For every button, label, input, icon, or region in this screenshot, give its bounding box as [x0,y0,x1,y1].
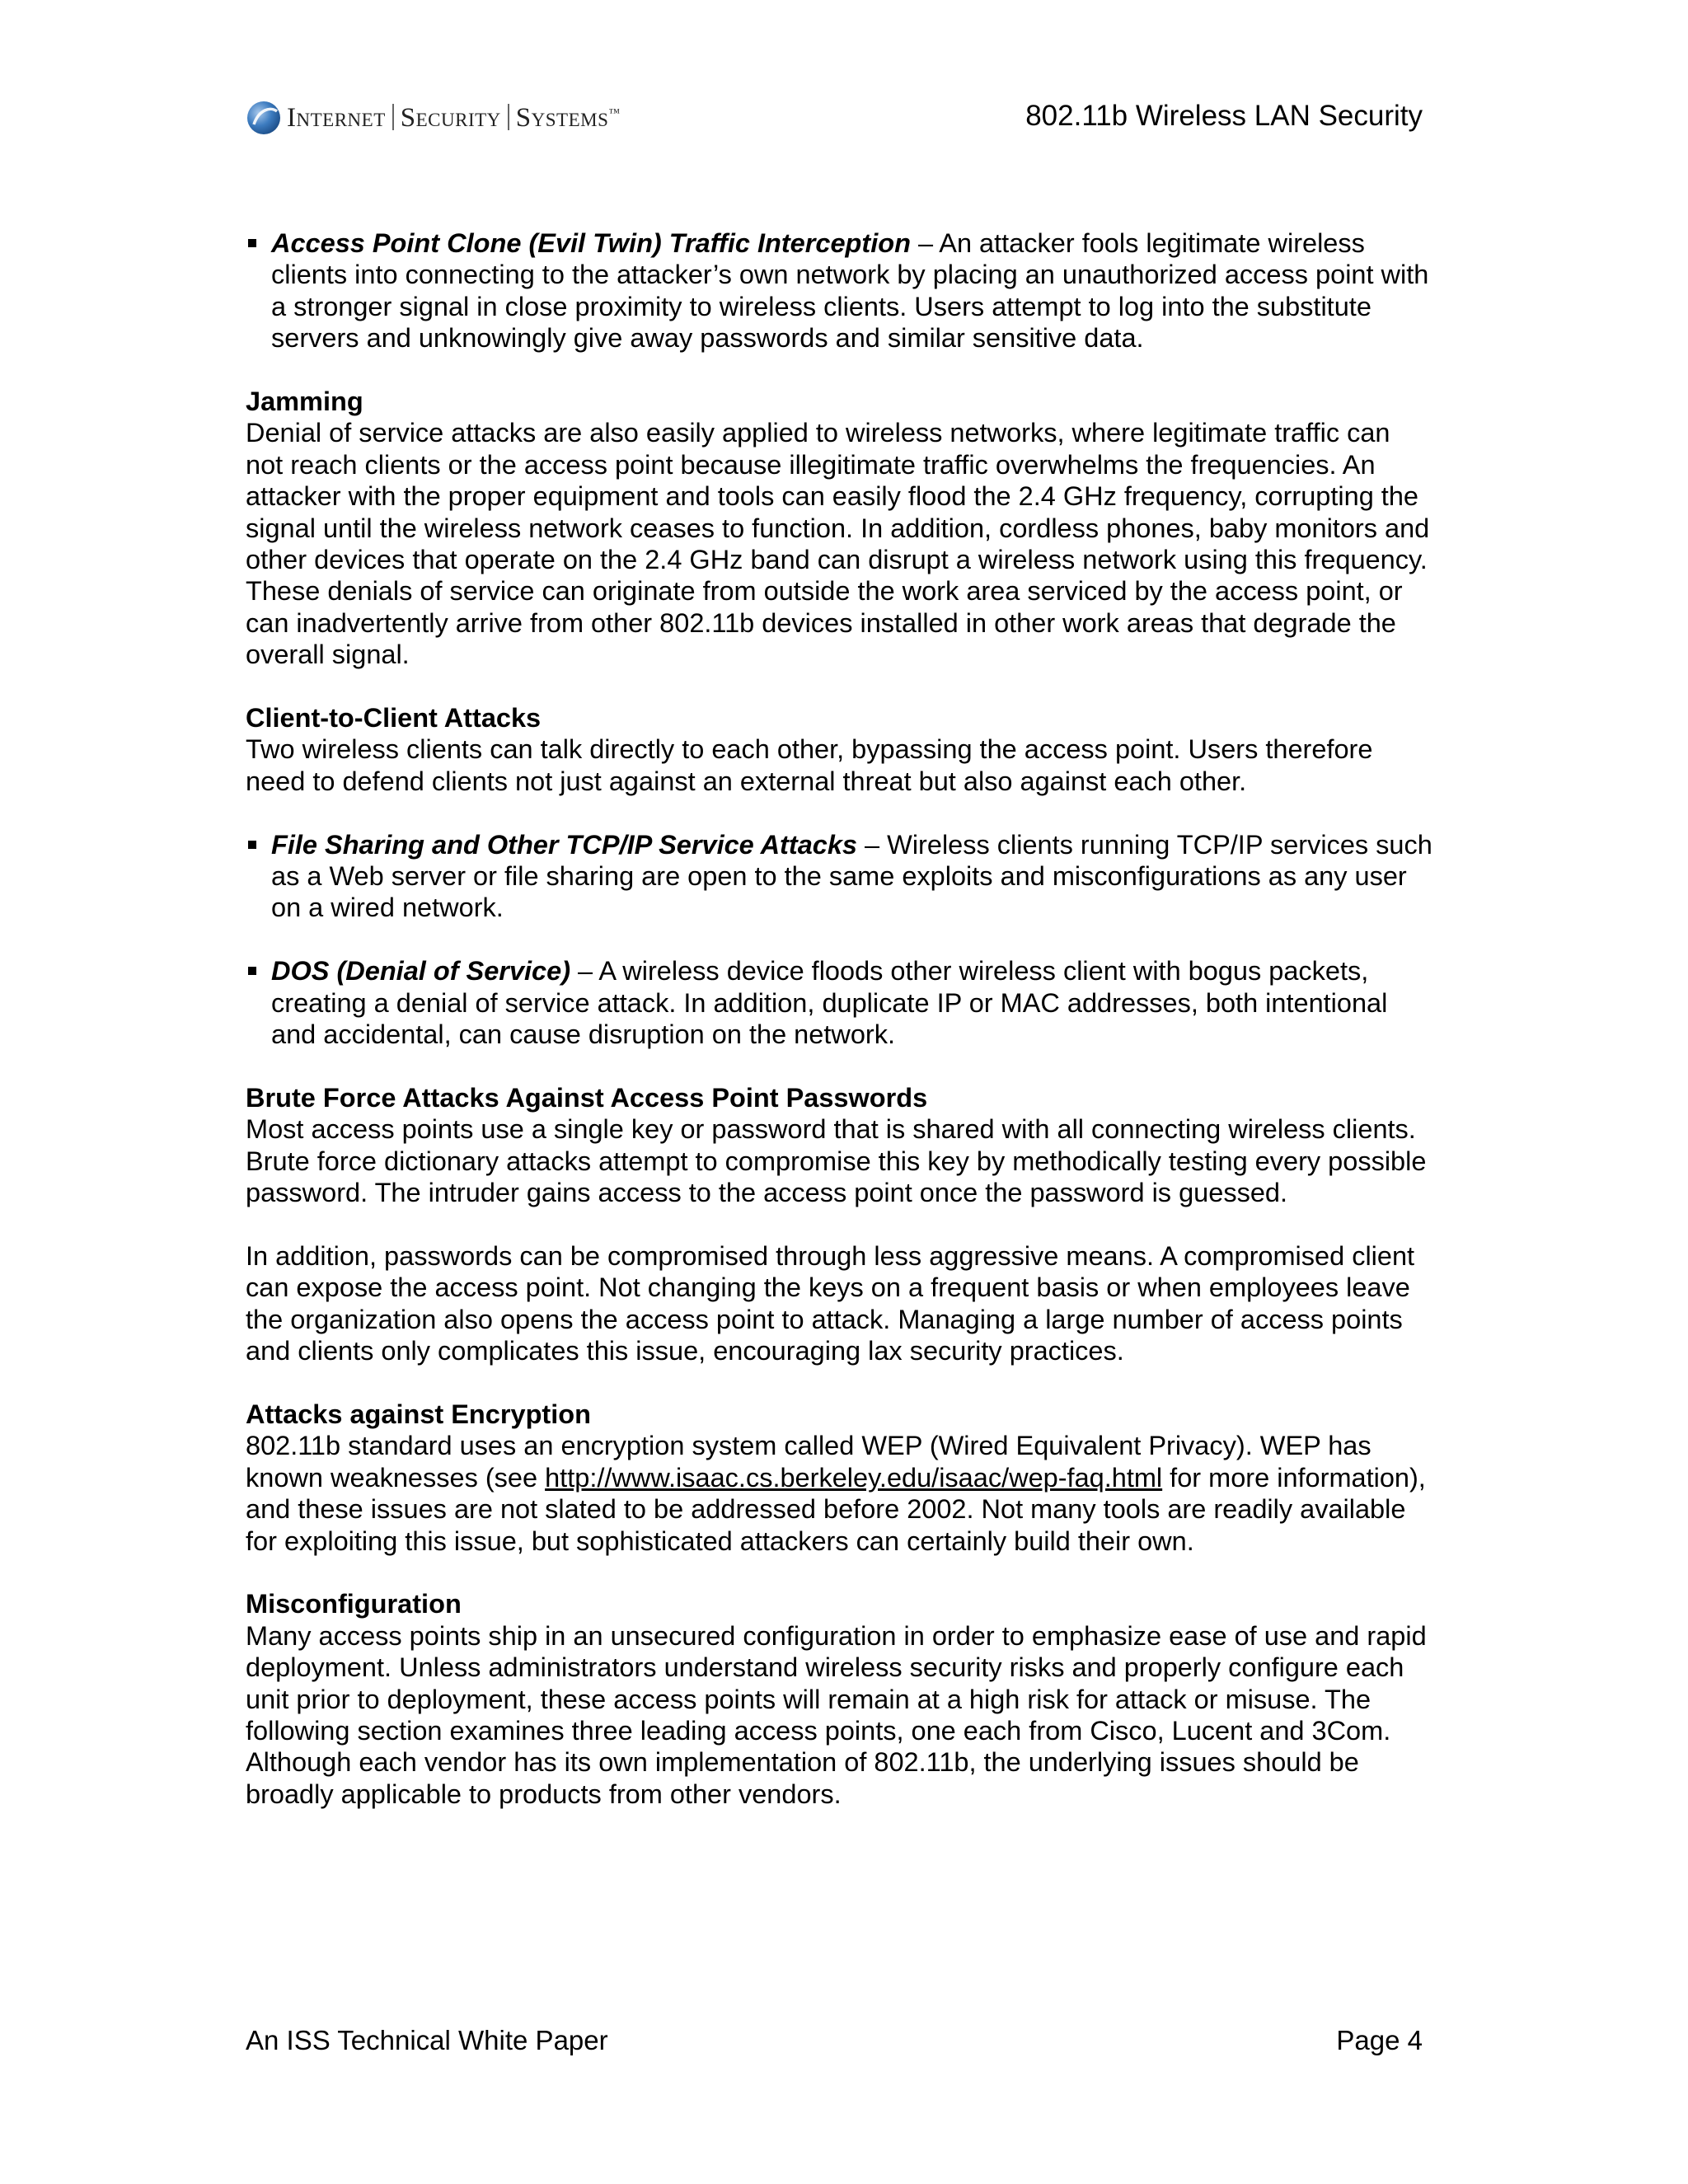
footer-doc-type: An ISS Technical White Paper [246,2025,608,2055]
iss-logo [246,97,621,138]
bullet-text: – A wireless device floods other wireless client with bogus packets, creating a denial of service attack. In addition, duplicate IP or MAC addresses, both intentional and accidental, can cause disruption on the network. [271,956,1388,1050]
bullet-evil-twin [246,227,1432,354]
bullet-text: – Wireless clients running TCP/IP services such as a Web server or file sharing are open to the same exploits and misconfigurations as any user on a wired network. [271,829,1432,923]
bullet-lead: File Sharing and Other TCP/IP Service Attacks [271,829,858,860]
paragraph-brute-force-2: In addition, passwords can be compromised through less aggressive means. A compromised client can expose the access point. Not changing the keys on a frequent basis or when employees leave the organization also opens the access point to attack. Managing a large number of access points and clients only complicates this issue, encouraging lax security practices. [246,1240,1415,1366]
square-bullet-icon [248,967,256,975]
wep-faq-link[interactable]: http://www.isaac.cs.berkeley.edu/isaac/wep-faq.html [545,1462,1163,1493]
document-title: 802.11b Wireless LAN Security [1025,100,1423,132]
bullet-text: – An attacker fools legitimate wireless clients into connecting to the attacker’s own network by placing an unauthorized access point with a stronger signal in close proximity to wireless clients. Users attempt to log into the substitute servers and unknowingly give away passwords and similar sensitive data. [271,228,1429,354]
bullet-dos [246,955,1432,1050]
heading-jamming: Jamming [246,387,363,417]
heading-misconfiguration: Misconfiguration [246,1589,462,1619]
page-content [246,227,1432,1810]
paragraph-client-to-client: Two wireless clients can talk directly to each other, bypassing the access point. Users therefore need to defend clients not just against an external threat but also against each other. [246,734,1373,796]
heading-client-to-client: Client-to-Client Attacks [246,703,542,733]
square-bullet-icon [248,239,256,247]
paragraph-brute-force: Most access points use a single key or password that is shared with all connecting wireless clients. Brute force dictionary attacks attempt to compromise this key by methodically testing every possible password. The intruder gains access to the access point once the password is guessed. [246,1114,1427,1208]
page-number: Page 4 [1336,2025,1423,2055]
bullet-lead: Access Point Clone (Evil Twin) Traffic Interception [271,228,911,258]
page-header [246,97,1423,138]
bullet-lead: DOS (Denial of Service) [271,956,571,987]
paragraph-encryption: 802.11b standard uses an encryption system called WEP (Wired Equivalent Privacy). WEP has known weaknesses (see http://www.isaac.cs.berkeley.edu/isaac/wep-faq.html for more information), and these issues are not slated to be addressed before 2002. Not many tools are readily available for exploiting this issue, but sophisticated attackers can certainly build their own. [246,1431,1426,1556]
paragraph-jamming: Denial of service attacks are also easily applied to wireless networks, where legitimate traffic can not reach clients or the access point because illegitimate traffic overwhelms the frequencies. An attacker with the proper equipment and tools can easily flood the 2.4 GHz frequency, corrupting the signal until the wireless network ceases to function. In addition, cordless phones, baby monitors and other devices that operate on the 2.4 GHz band can disrupt a wireless network using this frequency. These denials of service can originate from outside the work area serviced by the access point, or can inadvertently arrive from other 802.11b devices installed in other work areas that degrade the overall signal. [246,418,1430,670]
globe-logo-icon [246,100,282,136]
square-bullet-icon [248,841,256,849]
bullet-file-sharing [246,829,1432,924]
paragraph-misconfiguration: Many access points ship in an unsecured configuration in order to emphasize ease of use and rapid deployment. Unless administrators understand wireless security risks and properly configure each unit prior to deployment, these access points will remain at a high risk for attack or misuse. The following section examines three leading access points, one each from Cisco, Lucent and 3Com. Although each vendor has its own implementation of 802.11b, the underlying issues should be broadly applicable to products from other vendors. [246,1620,1427,1809]
heading-brute-force: Brute Force Attacks Against Access Point Passwords [246,1082,928,1113]
logo-wordmark: Internet Security Systems™ [287,102,621,133]
heading-encryption: Attacks against Encryption [246,1399,591,1429]
